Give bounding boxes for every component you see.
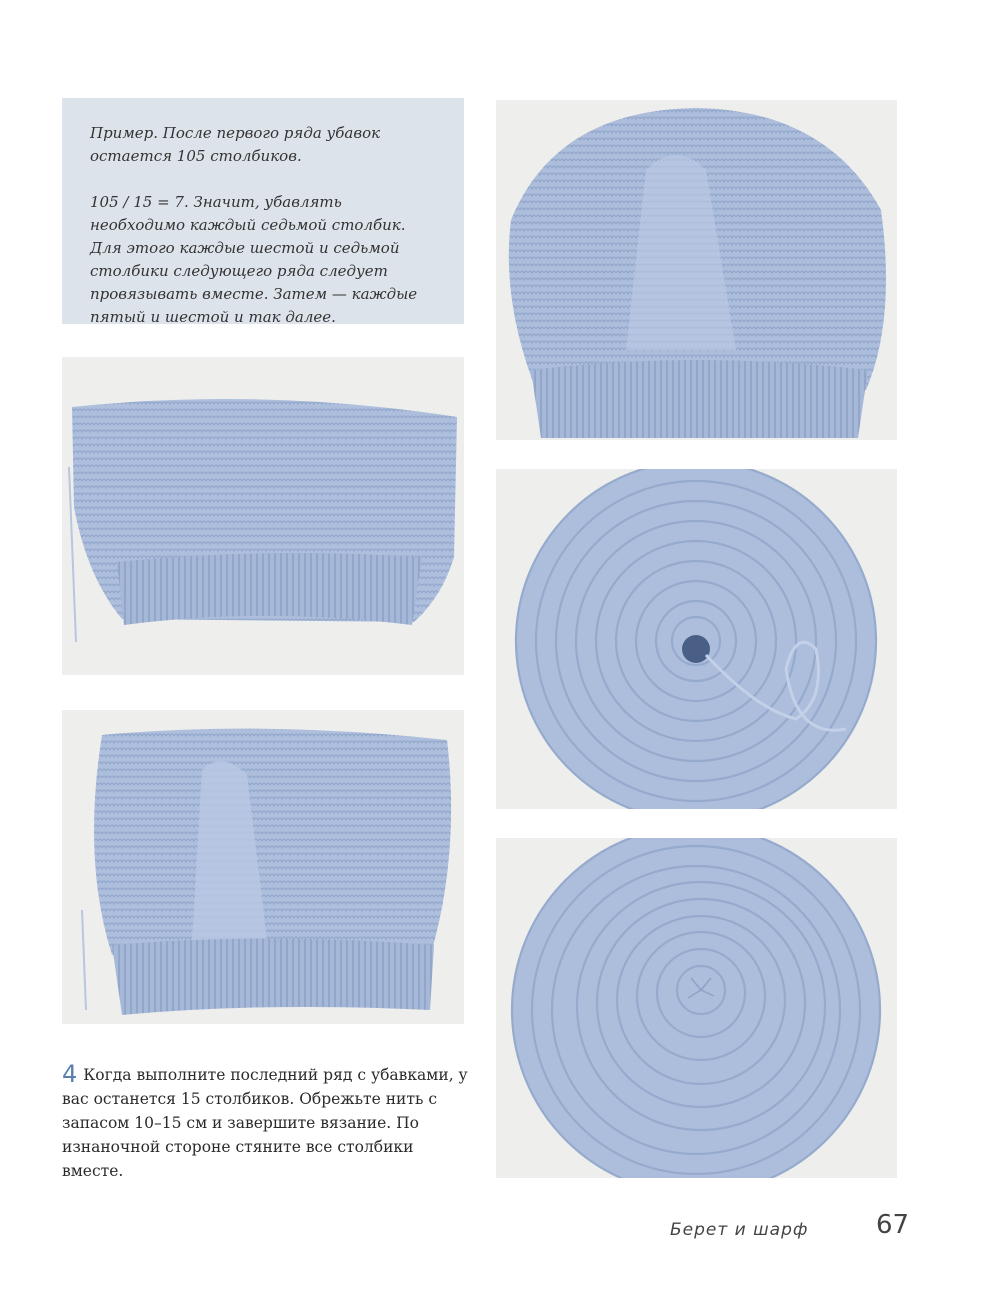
flat-piece-illustration	[62, 357, 464, 675]
step-4-instruction	[62, 1062, 472, 1183]
photo-beret-finished	[496, 838, 897, 1178]
note-paragraph-1: Пример. После первого ряда убавок остается 105 столбиков.	[90, 124, 381, 165]
page-number: 67	[876, 1210, 910, 1240]
beret-gathered-illustration	[496, 469, 897, 809]
photo-hat-side-view	[496, 100, 897, 440]
beret-finished-illustration	[496, 838, 897, 1178]
photo-piece-with-decreases	[62, 710, 464, 1024]
hat-side-illustration	[496, 100, 897, 440]
photo-beret-gathered	[496, 469, 897, 809]
example-note-box	[62, 98, 464, 324]
step-number: 4	[62, 1060, 78, 1088]
photo-flat-piece	[62, 357, 464, 675]
note-paragraph-2: 105 / 15 = 7. Значит, убавлять необходимо каждый седьмой столбик. Для этого каждые шестой и седьмой столбики следующего ряда следует провязывать вместе. Затем — каждые пятый и шестой и так далее.	[90, 193, 418, 326]
running-footer-title: Берет и шарф	[670, 1220, 809, 1240]
decrease-piece-illustration	[62, 710, 464, 1024]
step-text: Когда выполните последний ряд с убавками, у вас останется 15 столбиков. Обрежьте нить с запасом 10–15 см и завершите вязание. По изнаночной стороне стяните все столбики вместе.	[62, 1066, 468, 1180]
